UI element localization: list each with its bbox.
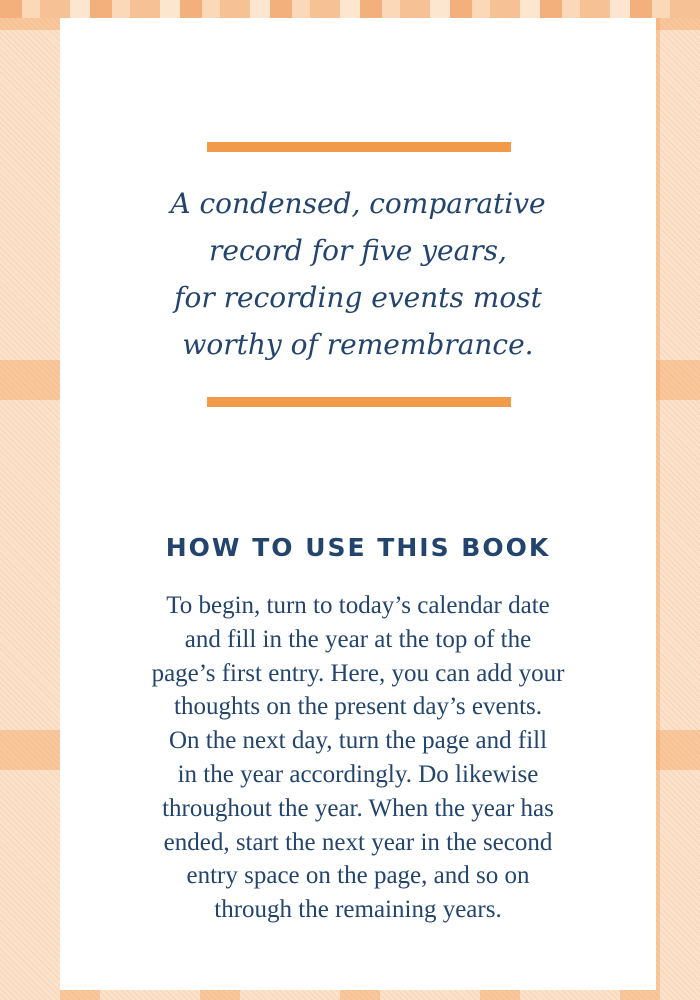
plaid-border-top — [0, 0, 700, 18]
instructions-line: ended, start the next year in the second — [163, 828, 553, 856]
tagline-line: for recording events most — [174, 281, 542, 314]
instructions-line: throughout the year. When the year has — [162, 794, 554, 822]
instructions-line: through the remaining years. — [214, 896, 502, 924]
instructions-line: page’s first entry. Here, you can add your — [151, 659, 565, 687]
instructions-line: To begin, turn to today’s calendar date — [166, 592, 550, 619]
tagline-line: A condensed, comparative — [170, 187, 546, 220]
page-card — [60, 18, 656, 990]
tagline-line: worthy of remembrance. — [182, 328, 534, 361]
bottom-orange-rule — [207, 397, 511, 407]
instructions-line: in the year accordingly. Do likewise — [177, 760, 539, 788]
instructions-paragraph — [80, 589, 636, 927]
tagline — [120, 180, 596, 368]
instructions-line: On the next day, turn the page and fill — [168, 727, 548, 755]
how-to-use-heading: HOW TO USE THIS BOOK — [165, 533, 551, 562]
instructions-line: entry space on the page, and so on — [186, 862, 530, 890]
instructions-line: thoughts on the present day’s events. — [174, 693, 542, 721]
instructions-line: and fill in the year at the top of the — [184, 625, 532, 653]
tagline-line: record for five years, — [209, 234, 507, 267]
top-orange-rule — [207, 142, 511, 152]
